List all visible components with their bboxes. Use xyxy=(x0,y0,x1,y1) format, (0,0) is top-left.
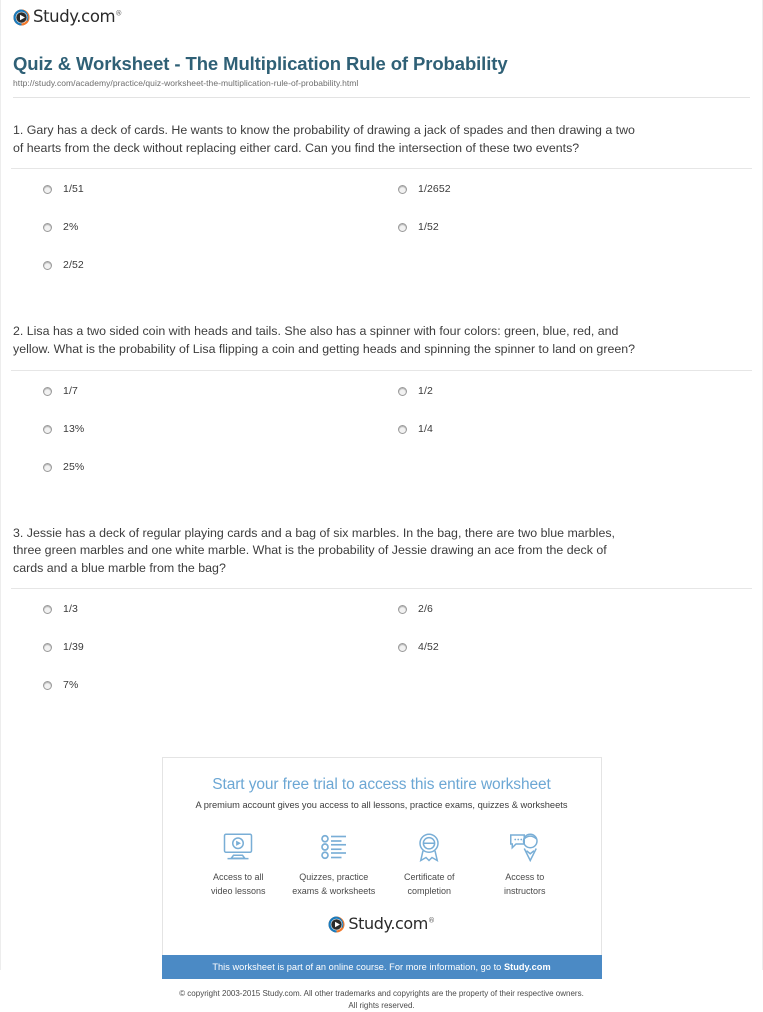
free-trial-card xyxy=(162,757,602,954)
study-com-logo-promo[interactable] xyxy=(328,916,434,933)
answer-label: 1/52 xyxy=(418,221,439,234)
course-bar-text: This worksheet is part of an online course. For more information, go to xyxy=(212,961,504,972)
promo-section xyxy=(1,757,762,978)
answer-label: 13% xyxy=(63,422,85,435)
instructor-chat-icon xyxy=(477,830,573,864)
answer-label: 1/51 xyxy=(63,183,84,196)
answer-option[interactable] xyxy=(398,605,752,643)
question-text-2: 2. Lisa has a two sided coin with heads and tails. She also has a spinner with four colors: green, blue, red, and yellow. What is the probability of Lisa flipping a coin and getting heads and spinning the spinner to land on green? xyxy=(13,324,636,357)
feature-label: Access to instructors xyxy=(503,872,546,896)
answer-label: 1/2652 xyxy=(418,183,451,196)
logo-wordmark: Study.com® xyxy=(348,914,435,934)
answer-option[interactable] xyxy=(43,185,398,223)
study-play-logo-icon xyxy=(13,9,30,26)
question-text-1: 1. Gary has a deck of cards. He wants to know the probability of drawing a jack of spades and then drawing a two of hearts from the deck without replacing either card. Can you find the intersection of these two events? xyxy=(13,123,635,155)
radio-button-icon[interactable] xyxy=(43,463,52,472)
radio-button-icon[interactable] xyxy=(43,681,52,690)
answer-grid-spacer xyxy=(398,463,752,501)
radio-button-icon[interactable] xyxy=(398,185,407,194)
copyright-line-2: All rights reserved. xyxy=(348,1000,415,1010)
course-bar-link[interactable]: Study.com xyxy=(503,961,551,972)
answer-option[interactable] xyxy=(398,223,752,261)
answer-option[interactable] xyxy=(43,261,398,299)
course-info-bar xyxy=(162,955,602,979)
radio-button-icon[interactable] xyxy=(43,425,52,434)
question-block-1 xyxy=(11,98,752,299)
promo-logo-row xyxy=(173,912,591,943)
answer-option[interactable] xyxy=(43,681,398,719)
answer-option[interactable] xyxy=(398,185,752,223)
answer-options-3 xyxy=(11,589,752,719)
radio-button-icon[interactable] xyxy=(43,643,52,652)
answer-option[interactable] xyxy=(398,643,752,681)
questions-list xyxy=(1,98,762,719)
certificate-ribbon-icon xyxy=(382,830,478,864)
radio-button-icon[interactable] xyxy=(398,605,407,614)
answer-label: 2% xyxy=(63,221,79,234)
copyright-footer xyxy=(1,979,762,1012)
page-title: Quiz & Worksheet - The Multiplication Rule of Probability xyxy=(13,53,508,74)
answer-label: 7% xyxy=(63,679,79,692)
logo-trademark: ® xyxy=(427,916,435,925)
answer-option[interactable] xyxy=(43,605,398,643)
promo-subtitle: A premium account gives you access to all lessons, practice exams, quizzes & worksheets xyxy=(195,800,568,811)
answer-option[interactable] xyxy=(43,223,398,261)
feature-certificate xyxy=(382,830,478,897)
answer-options-2 xyxy=(11,371,752,501)
feature-quizzes xyxy=(286,830,382,897)
answer-label: 1/7 xyxy=(63,384,78,397)
answer-label: 2/52 xyxy=(63,259,84,272)
feature-label: Access to all video lessons xyxy=(210,872,266,896)
logo-wordmark: Study.com® xyxy=(33,7,122,27)
logo-trademark: ® xyxy=(115,9,122,18)
checklist-icon xyxy=(286,830,382,864)
site-header xyxy=(1,0,762,36)
answer-option[interactable] xyxy=(43,422,398,463)
radio-button-icon[interactable] xyxy=(43,261,52,270)
promo-title: Start your free trial to access this entire worksheet xyxy=(212,776,551,794)
answer-label: 25% xyxy=(63,460,85,473)
answer-option[interactable] xyxy=(398,422,752,463)
video-monitor-icon xyxy=(191,830,287,864)
title-block xyxy=(1,36,762,98)
question-text-3: 3. Jessie has a deck of regular playing cards and a bag of six marbles. In the bag, there are two blue marbles, three green marbles and one white marble. What is the probability of Jessie drawing an ace from the deck of cards and a blue marble from the bag? xyxy=(13,525,615,575)
radio-button-icon[interactable] xyxy=(43,387,52,396)
answer-label: 1/2 xyxy=(418,384,433,397)
answer-label: 2/6 xyxy=(418,603,433,616)
feature-label: Quizzes, practice exams & worksheets xyxy=(292,872,376,896)
answer-option[interactable] xyxy=(43,460,398,501)
answer-grid-spacer xyxy=(398,261,752,299)
feature-video-lessons xyxy=(191,830,287,897)
radio-button-icon[interactable] xyxy=(398,387,407,396)
study-com-logo[interactable] xyxy=(13,9,122,26)
answer-label: 1/39 xyxy=(63,641,84,654)
answer-option[interactable] xyxy=(43,643,398,681)
study-play-logo-icon xyxy=(328,916,345,933)
question-block-2 xyxy=(11,299,752,500)
radio-button-icon[interactable] xyxy=(398,223,407,232)
feature-label: Certificate of completion xyxy=(403,872,455,896)
answer-option[interactable] xyxy=(43,384,398,425)
answer-label: 1/4 xyxy=(418,422,433,435)
answer-grid-spacer xyxy=(398,681,752,719)
copyright-line-1: © copyright 2003-2015 Study.com. All other trademarks and copyrights are the property of their respective owners. xyxy=(179,988,584,998)
question-block-3 xyxy=(11,501,752,720)
answer-option[interactable] xyxy=(398,384,752,425)
radio-button-icon[interactable] xyxy=(398,425,407,434)
feature-list xyxy=(173,830,591,897)
answer-label: 1/3 xyxy=(63,603,78,616)
radio-button-icon[interactable] xyxy=(43,223,52,232)
radio-button-icon[interactable] xyxy=(43,185,52,194)
page-url: http://study.com/academy/practice/quiz-worksheet-the-multiplication-rule-of-probability.html xyxy=(13,78,359,89)
feature-instructors xyxy=(477,830,573,897)
radio-button-icon[interactable] xyxy=(398,643,407,652)
radio-button-icon[interactable] xyxy=(43,605,52,614)
answer-label: 4/52 xyxy=(418,641,439,654)
answer-options-1 xyxy=(11,169,752,299)
